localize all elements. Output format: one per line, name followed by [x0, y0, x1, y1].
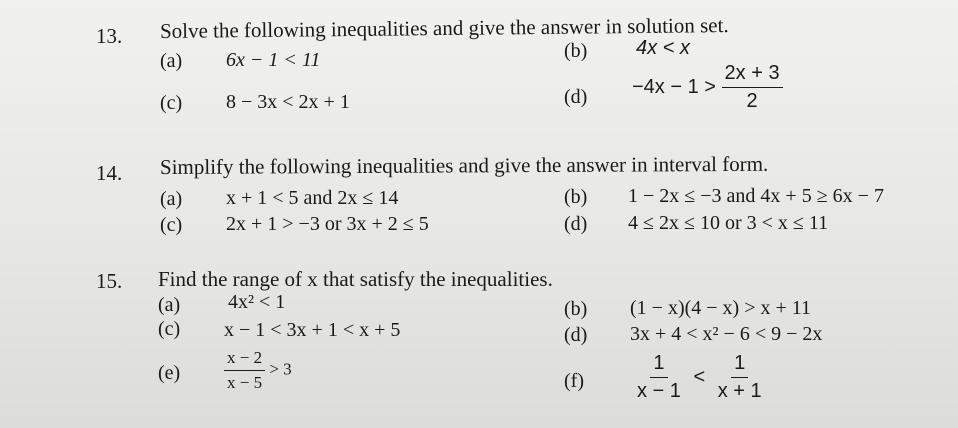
- q13-d-lhs: −4x − 1 >: [632, 75, 716, 98]
- q15-d-label: (d): [564, 324, 588, 346]
- q15-f-right-fraction: [715, 352, 765, 403]
- q15-e-label: (e): [158, 362, 181, 384]
- q15-f-right-denominator: x + 1: [717, 380, 762, 402]
- q13-b-label: (b): [564, 40, 588, 62]
- q15-b-expression: (1 − x)(4 − x) > x + 11: [630, 297, 812, 319]
- q14-a-label: (a): [160, 188, 183, 210]
- q13-d-fraction: [722, 62, 783, 113]
- q15-e-expression: [224, 348, 292, 393]
- q15-a-expression: 4x² < 1: [228, 291, 286, 313]
- q15-e-numerator: x − 2: [224, 348, 265, 371]
- q15-a-label: (a): [158, 294, 181, 316]
- q15-f-operator: <: [693, 365, 706, 388]
- q14-b-label: (b): [564, 186, 588, 208]
- q15-f-label: (f): [564, 370, 584, 392]
- question-14-number: 14.: [96, 161, 123, 185]
- question-14-title: Simplify the following inequalities and give the answer in interval form.: [159, 151, 769, 179]
- q15-e-denominator: x − 5: [227, 373, 263, 392]
- q15-c-expression: x − 1 < 3x + 1 < x + 5: [224, 319, 401, 341]
- q13-d-denominator: 2: [746, 90, 758, 112]
- q15-d-expression: 3x + 4 < x² − 6 < 9 − 2x: [630, 323, 823, 345]
- q15-b-label: (b): [564, 298, 588, 320]
- q15-f-left-fraction: [634, 352, 684, 403]
- q15-c-label: (c): [158, 318, 181, 340]
- q15-f-right-numerator: 1: [731, 352, 748, 378]
- q13-d-expression: [632, 62, 783, 113]
- q15-f-left-denominator: x − 1: [637, 380, 681, 402]
- q14-c-expression: 2x + 1 > −3 or 3x + 2 ≤ 5: [226, 213, 429, 235]
- q15-e-rhs: > 3: [269, 359, 292, 379]
- question-15-title: Find the range of x that satisfy the inequalities.: [158, 267, 553, 291]
- q13-c-label: (c): [160, 92, 183, 114]
- q13-a-expression: 6x − 1 < 11: [226, 49, 321, 71]
- q15-f-expression: [634, 352, 765, 403]
- q15-e-fraction: [224, 348, 265, 393]
- q13-c-expression: 8 − 3x < 2x + 1: [226, 91, 350, 113]
- q13-a-label: (a): [160, 50, 183, 72]
- q14-a-expression: x + 1 < 5 and 2x ≤ 14: [226, 187, 399, 209]
- q13-b-expression: 4x < x: [636, 37, 690, 59]
- q14-b-expression: 1 − 2x ≤ −3 and 4x + 5 ≥ 6x − 7: [628, 185, 884, 207]
- q13-d-numerator: 2x + 3: [722, 62, 783, 88]
- question-13-title: Solve the following inequalities and give the answer in solution set.: [159, 13, 729, 43]
- question-15-number: 15.: [96, 269, 123, 293]
- question-13-number: 13.: [96, 24, 123, 48]
- q14-c-label: (c): [160, 214, 183, 236]
- q15-f-left-numerator: 1: [650, 352, 667, 378]
- q13-d-label: (d): [564, 86, 588, 108]
- q14-d-expression: 4 ≤ 2x ≤ 10 or 3 < x ≤ 11: [628, 212, 829, 234]
- q14-d-label: (d): [564, 213, 588, 235]
